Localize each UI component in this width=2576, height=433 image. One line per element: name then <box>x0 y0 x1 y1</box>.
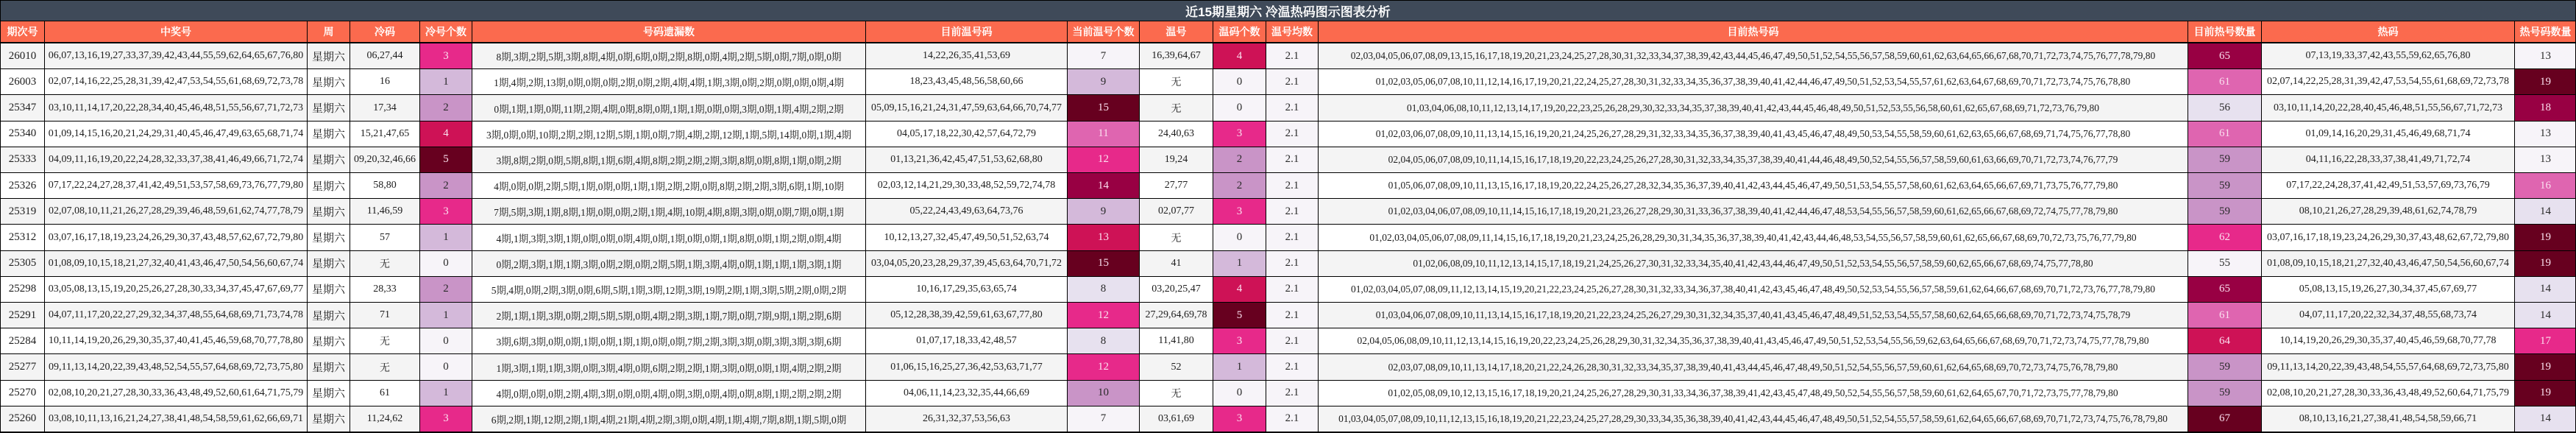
warm-code-cell: 11,41,80 <box>1140 328 1213 354</box>
hot-code-count-cell: 16 <box>2515 173 2576 199</box>
cold-count-cell: 3 <box>420 43 472 69</box>
hot-code-cell: 08,10,13,16,21,27,38,41,48,54,58,59,66,71 <box>2262 406 2515 432</box>
hot-code-cell: 07,17,22,24,28,37,41,42,49,51,53,57,69,73,76,79 <box>2262 173 2515 199</box>
weekday-cell: 星期六 <box>308 199 350 225</box>
winning-numbers-cell: 03,07,16,17,18,19,23,24,26,29,30,37,43,48,57,62,67,72,79,80 <box>45 225 308 250</box>
hot-numbers-cell: 01,02,03,05,06,07,08,10,11,12,14,16,17,19,20,21,22,24,25,27,28,30,31,32,33,34,35,36,37,38,39,40,41,42,44,46,47,49,50,51,52,53,54,55,57,61,62,63,64,67,68,69,70,71,72,73,74,75,76,78,80 <box>1319 69 2188 95</box>
column-header-warm-code-count: 温码个数 <box>1213 21 1266 42</box>
warm-code-cell: 无 <box>1140 381 1213 406</box>
hot-code-cell: 07,13,19,33,37,42,43,55,59,62,65,76,80 <box>2262 43 2515 69</box>
cold-count-cell: 2 <box>420 173 472 199</box>
hot-numbers-cell: 01,03,04,06,08,10,11,12,13,14,17,19,20,22,23,25,26,28,29,30,32,33,34,35,37,38,39,40,41,42,43,44,45,46,48,49,50,51,52,53,55,56,58,60,61,62,65,67,68,69,71,72,73,76,79,80 <box>1319 95 2188 121</box>
hot-count-cell: 61 <box>2188 303 2262 328</box>
hot-code-count-cell: 19 <box>2515 381 2576 406</box>
warm-code-count-cell: 4 <box>1213 277 1266 303</box>
weekday-cell: 星期六 <box>308 147 350 173</box>
hot-code-count-cell: 19 <box>2515 251 2576 277</box>
period-cell: 25326 <box>1 173 45 199</box>
warm-count-cell: 14 <box>1068 173 1140 199</box>
warm-count-cell: 7 <box>1068 406 1140 432</box>
warm-code-cell: 无 <box>1140 95 1213 121</box>
period-cell: 25260 <box>1 406 45 432</box>
period-cell: 25291 <box>1 303 45 328</box>
period-cell: 25312 <box>1 225 45 250</box>
hot-code-count-cell: 14 <box>2515 406 2576 432</box>
hot-code-cell: 01,09,14,16,20,29,31,45,46,49,68,71,74 <box>2262 122 2515 147</box>
hot-code-cell: 03,07,16,17,18,19,23,24,26,29,30,37,43,48,62,67,72,79,80 <box>2262 225 2515 250</box>
cold-count-cell: 1 <box>420 381 472 406</box>
column-header-hot-code-count: 热号码数量 <box>2515 21 2576 42</box>
warm-numbers-cell: 03,04,05,20,23,28,29,37,39,45,63,64,70,71,72 <box>866 251 1068 277</box>
warm-count-cell: 12 <box>1068 354 1140 380</box>
period-cell: 25333 <box>1 147 45 173</box>
warm-code-cell: 41 <box>1140 251 1213 277</box>
weekday-cell: 星期六 <box>308 354 350 380</box>
hot-code-count-cell: 19 <box>2515 354 2576 380</box>
period-cell: 25319 <box>1 199 45 225</box>
warm-numbers-cell: 01,07,17,18,33,42,48,57 <box>866 328 1068 354</box>
winning-numbers-cell: 01,09,14,15,16,20,21,24,29,31,40,45,46,47,49,63,65,68,71,74 <box>45 122 308 147</box>
cold-count-cell: 3 <box>420 199 472 225</box>
warm-code-count-cell: 1 <box>1213 251 1266 277</box>
weekday-cell: 星期六 <box>308 95 350 121</box>
omission-cell: 0期,2期,3期,1期,1期,3期,0期,2期,0期,2期,5期,1期,3期,4期,0期,1期,1期,1期,3期,1期 <box>472 251 866 277</box>
hot-code-count-cell: 13 <box>2515 147 2576 173</box>
weekday-cell: 星期六 <box>308 328 350 354</box>
winning-numbers-cell: 03,10,11,14,17,20,22,28,34,40,45,46,48,51,55,56,67,71,72,73 <box>45 95 308 121</box>
omission-cell: 3期,0期,0期,10期,2期,2期,12期,5期,1期,0期,7期,4期,2期,12期,1期,5期,14期,0期,1期,4期 <box>472 122 866 147</box>
hot-count-cell: 67 <box>2188 406 2262 432</box>
warm-count-cell: 13 <box>1068 225 1140 250</box>
hot-code-count-cell: 14 <box>2515 199 2576 225</box>
warm-count-cell: 15 <box>1068 95 1140 121</box>
table-row <box>1 173 2575 199</box>
cold-count-cell: 1 <box>420 225 472 250</box>
cold-code-cell: 58,80 <box>350 173 420 199</box>
warm-count-cell: 8 <box>1068 328 1140 354</box>
omission-cell: 3期,6期,3期,0期,0期,1期,0期,1期,1期,0期,0期,7期,2期,3期,3期,0期,3期,3期,3期,6期 <box>472 328 866 354</box>
hot-count-cell: 59 <box>2188 199 2262 225</box>
hot-numbers-cell: 01,02,03,04,06,07,08,09,10,11,14,15,16,17,18,19,20,21,23,26,27,28,29,30,31,33,36,37,38,39,40,41,42,44,46,47,48,53,54,55,56,57,58,59,60,61,62,65,66,67,68,69,72,74,75,77,78,79,80 <box>1319 199 2188 225</box>
warm-avg-cell: 2.1 <box>1266 173 1319 199</box>
warm-code-count-cell: 3 <box>1213 199 1266 225</box>
warm-numbers-cell: 14,22,26,35,41,53,69 <box>866 43 1068 69</box>
cold-count-cell: 0 <box>420 354 472 380</box>
warm-code-cell: 03,61,69 <box>1140 406 1213 432</box>
winning-numbers-cell: 09,11,13,14,20,22,39,43,48,52,54,55,57,64,68,69,72,73,75,80 <box>45 354 308 380</box>
table-row <box>1 43 2575 69</box>
warm-code-count-cell: 2 <box>1213 147 1266 173</box>
hot-code-cell: 09,11,13,14,20,22,39,43,48,54,55,57,64,68,69,72,73,75,80 <box>2262 354 2515 380</box>
warm-avg-cell: 2.1 <box>1266 303 1319 328</box>
winning-numbers-cell: 02,07,14,16,22,25,28,31,39,42,47,53,54,55,61,68,69,72,73,78 <box>45 69 308 95</box>
cold-count-cell: 2 <box>420 277 472 303</box>
hot-code-cell: 02,08,10,20,21,27,28,30,33,36,43,48,49,52,60,64,71,75,79 <box>2262 381 2515 406</box>
period-cell: 25298 <box>1 277 45 303</box>
hot-numbers-cell: 01,03,04,06,07,08,09,10,11,13,14,15,16,17,18,19,20,21,22,23,24,25,26,27,29,30,31,32,34,35,37,40,41,43,45,46,47,48,49,51,52,53,54,55,57,58,60,62,64,65,66,68,69,70,71,72,73,74,75,78,79 <box>1319 303 2188 328</box>
warm-avg-cell: 2.1 <box>1266 43 1319 69</box>
warm-code-cell: 24,40,63 <box>1140 122 1213 147</box>
warm-code-count-cell: 0 <box>1213 95 1266 121</box>
warm-avg-cell: 2.1 <box>1266 277 1319 303</box>
warm-code-cell: 03,20,25,47 <box>1140 277 1213 303</box>
cold-count-cell: 0 <box>420 328 472 354</box>
warm-code-cell: 无 <box>1140 225 1213 250</box>
omission-cell: 6期,2期,1期,12期,2期,1期,4期,21期,4期,2期,3期,0期,4期,1期,4期,7期,8期,1期,5期,0期 <box>472 406 866 432</box>
warm-count-cell: 8 <box>1068 277 1140 303</box>
warm-count-cell: 9 <box>1068 199 1140 225</box>
warm-avg-cell: 2.1 <box>1266 381 1319 406</box>
warm-numbers-cell: 10,12,13,27,32,45,47,49,50,51,52,63,74 <box>866 225 1068 250</box>
table-row <box>1 381 2575 406</box>
warm-numbers-cell: 01,06,15,16,25,27,36,42,53,63,71,77 <box>866 354 1068 380</box>
hot-count-cell: 62 <box>2188 225 2262 250</box>
column-header-warm-count: 当前温号个数 <box>1068 21 1140 42</box>
warm-numbers-cell: 18,23,43,45,48,56,58,60,66 <box>866 69 1068 95</box>
warm-code-count-cell: 5 <box>1213 303 1266 328</box>
period-cell: 26010 <box>1 43 45 69</box>
table-row <box>1 303 2575 328</box>
table-header-row <box>1 21 2575 43</box>
omission-cell: 3期,8期,2期,0期,5期,8期,1期,6期,4期,8期,2期,2期,2期,3期,8期,0期,8期,1期,0期,2期 <box>472 147 866 173</box>
hot-code-count-cell: 19 <box>2515 69 2576 95</box>
hot-numbers-cell: 01,02,05,08,09,10,12,13,15,16,17,18,19,20,21,24,25,26,27,28,29,30,31,33,34,36,37,38,39,41,42,43,45,47,48,49,50,52,54,55,56,57,58,59,60,61,62,64,65,67,70,71,72,73,75,77,78,79,80 <box>1319 381 2188 406</box>
cold-count-cell: 1 <box>420 303 472 328</box>
table-row <box>1 406 2575 432</box>
weekday-cell: 星期六 <box>308 251 350 277</box>
hot-numbers-cell: 01,03,04,05,07,08,09,10,11,12,13,15,16,18,19,20,21,22,23,24,25,27,28,29,30,33,34,35,36,38,39,40,41,42,43,44,45,46,47,48,49,50,51,52,54,55,57,58,59,61,62,64,65,66,67,68,69,70,71,72,73,74,75,76,78,79,80 <box>1319 406 2188 432</box>
cold-code-cell: 71 <box>350 303 420 328</box>
hot-code-count-cell: 13 <box>2515 122 2576 147</box>
period-cell: 25305 <box>1 251 45 277</box>
hot-code-cell: 05,08,13,15,19,26,27,30,34,37,45,67,69,77 <box>2262 277 2515 303</box>
hot-code-cell: 04,11,16,22,28,33,37,38,41,49,71,72,74 <box>2262 147 2515 173</box>
table-row <box>1 251 2575 277</box>
cold-count-cell: 3 <box>420 406 472 432</box>
warm-avg-cell: 2.1 <box>1266 328 1319 354</box>
winning-numbers-cell: 04,09,11,16,19,20,22,24,28,32,33,37,38,41,46,49,66,71,72,74 <box>45 147 308 173</box>
cold-code-cell: 16 <box>350 69 420 95</box>
column-header-warm-code: 温号 <box>1140 21 1213 42</box>
hot-count-cell: 59 <box>2188 147 2262 173</box>
hot-count-cell: 65 <box>2188 277 2262 303</box>
omission-cell: 8期,3期,2期,5期,3期,8期,4期,0期,6期,0期,2期,8期,0期,4期,2期,5期,0期,7期,0期,0期 <box>472 43 866 69</box>
weekday-cell: 星期六 <box>308 173 350 199</box>
warm-count-cell: 12 <box>1068 303 1140 328</box>
warm-count-cell: 11 <box>1068 122 1140 147</box>
hot-numbers-cell: 02,04,05,06,08,09,10,11,12,13,14,15,16,19,20,22,23,24,25,26,28,29,30,31,32,34,35,36,37,38,39,40,41,43,45,46,47,49,50,51,52,53,54,55,56,59,62,63,64,65,66,67,68,69,70,71,72,73,74,75,77,78,79,80 <box>1319 328 2188 354</box>
warm-count-cell: 9 <box>1068 69 1140 95</box>
warm-numbers-cell: 05,09,15,16,21,24,31,47,59,63,64,66,70,74,77 <box>866 95 1068 121</box>
warm-code-cell: 19,24 <box>1140 147 1213 173</box>
table-row <box>1 225 2575 250</box>
winning-numbers-cell: 06,07,13,16,19,27,33,37,39,42,43,44,55,59,62,64,65,67,76,80 <box>45 43 308 69</box>
hot-numbers-cell: 01,02,03,06,07,08,09,10,11,13,14,15,16,19,20,21,24,25,26,27,28,29,31,32,33,34,35,36,37,38,39,40,41,43,45,46,47,48,49,50,53,54,55,58,59,60,61,62,63,65,66,67,68,69,71,74,75,76,77,78,80 <box>1319 122 2188 147</box>
warm-numbers-cell: 04,05,17,18,22,30,42,57,64,72,79 <box>866 122 1068 147</box>
winning-numbers-cell: 03,08,10,11,13,16,21,24,27,38,41,48,54,58,59,61,62,66,69,71 <box>45 406 308 432</box>
winning-numbers-cell: 03,05,08,13,15,19,20,25,26,27,28,30,33,34,37,45,47,67,69,77 <box>45 277 308 303</box>
hot-code-count-cell: 17 <box>2515 328 2576 354</box>
hot-count-cell: 59 <box>2188 354 2262 380</box>
period-cell: 25340 <box>1 122 45 147</box>
omission-cell: 4期,0期,0期,2期,5期,1期,0期,0期,1期,1期,2期,2期,0期,8期,2期,2期,3期,6期,1期,10期 <box>472 173 866 199</box>
table-row <box>1 69 2575 95</box>
omission-cell: 0期,1期,1期,0期,11期,2期,4期,0期,8期,0期,1期,1期,0期,0期,3期,0期,1期,4期,2期,2期 <box>472 95 866 121</box>
cold-count-cell: 0 <box>420 251 472 277</box>
weekday-cell: 星期六 <box>308 122 350 147</box>
hot-numbers-cell: 02,03,04,05,06,07,08,09,13,15,16,17,18,19,20,21,23,24,25,27,28,30,31,32,33,34,37,38,39,42,43,44,45,46,47,49,50,51,52,54,55,56,57,58,59,60,61,62,63,64,65,66,67,68,70,71,72,73,74,75,76,77,78,79,80 <box>1319 43 2188 69</box>
cold-code-cell: 17,34 <box>350 95 420 121</box>
table-row <box>1 328 2575 354</box>
hot-numbers-cell: 01,02,03,04,05,06,07,08,09,11,14,15,16,17,18,19,20,21,23,24,25,26,28,29,30,31,34,35,36,37,38,39,40,41,42,43,44,46,48,53,54,55,56,57,58,59,60,61,62,65,66,67,68,69,70,72,73,75,76,77,79,80 <box>1319 225 2188 250</box>
page-title: 近15期星期六 冷温热码图示图表分析 <box>1185 5 1391 19</box>
warm-avg-cell: 2.1 <box>1266 122 1319 147</box>
column-header-hot-count: 目前热号数量 <box>2188 21 2262 42</box>
hot-code-cell: 08,10,21,26,27,28,29,39,48,61,62,74,78,79 <box>2262 199 2515 225</box>
winning-numbers-cell: 10,11,14,19,20,26,29,30,35,37,40,41,45,46,59,68,70,77,78,80 <box>45 328 308 354</box>
warm-numbers-cell: 05,12,28,38,39,42,59,61,63,67,77,80 <box>866 303 1068 328</box>
warm-numbers-cell: 10,16,17,29,35,63,65,74 <box>866 277 1068 303</box>
column-header-weekday: 周 <box>308 21 350 42</box>
hot-count-cell: 61 <box>2188 122 2262 147</box>
hot-count-cell: 55 <box>2188 251 2262 277</box>
cold-code-cell: 11,24,62 <box>350 406 420 432</box>
cold-code-cell: 11,46,59 <box>350 199 420 225</box>
warm-code-count-cell: 3 <box>1213 122 1266 147</box>
warm-code-count-cell: 4 <box>1213 43 1266 69</box>
hot-code-cell: 04,07,11,17,20,22,32,34,37,48,55,68,73,74 <box>2262 303 2515 328</box>
table-body <box>1 43 2575 432</box>
warm-avg-cell: 2.1 <box>1266 95 1319 121</box>
warm-numbers-cell: 02,03,12,14,21,29,30,33,48,52,59,72,74,78 <box>866 173 1068 199</box>
hot-code-cell: 01,08,09,10,15,18,21,27,32,40,43,46,47,50,54,56,60,67,74 <box>2262 251 2515 277</box>
warm-code-cell: 16,39,64,67 <box>1140 43 1213 69</box>
hot-code-cell: 02,07,14,22,25,28,31,39,42,47,53,54,55,61,68,69,72,73,78 <box>2262 69 2515 95</box>
cold-code-cell: 06,27,44 <box>350 43 420 69</box>
warm-code-cell: 52 <box>1140 354 1213 380</box>
warm-code-count-cell: 2 <box>1213 173 1266 199</box>
warm-code-count-cell: 3 <box>1213 406 1266 432</box>
cold-code-cell: 57 <box>350 225 420 250</box>
column-header-cold-code: 冷码 <box>350 21 420 42</box>
cold-count-cell: 4 <box>420 122 472 147</box>
weekday-cell: 星期六 <box>308 69 350 95</box>
weekday-cell: 星期六 <box>308 381 350 406</box>
hot-numbers-cell: 02,03,07,08,09,10,11,13,14,17,18,20,21,22,24,26,28,30,31,32,33,34,35,37,38,39,40,41,43,44,45,46,47,48,49,50,51,52,54,55,56,57,59,60,61,62,64,65,68,69,70,72,73,74,75,76,78,79,80 <box>1319 354 2188 380</box>
hot-count-cell: 56 <box>2188 95 2262 121</box>
column-header-warm-numbers: 目前温号码 <box>866 21 1068 42</box>
omission-cell: 1期,3期,1期,1期,3期,0期,3期,4期,0期,6期,2期,2期,1期,3期,0期,0期,1期,4期,2期,2期 <box>472 354 866 380</box>
warm-code-count-cell: 0 <box>1213 225 1266 250</box>
warm-code-cell: 27,77 <box>1140 173 1213 199</box>
cold-code-cell: 无 <box>350 251 420 277</box>
weekday-cell: 星期六 <box>308 303 350 328</box>
warm-avg-cell: 2.1 <box>1266 354 1319 380</box>
warm-avg-cell: 2.1 <box>1266 251 1319 277</box>
omission-cell: 4期,1期,3期,3期,1期,0期,0期,0期,4期,0期,1期,0期,0期,1期,8期,0期,1期,2期,0期,4期 <box>472 225 866 250</box>
warm-numbers-cell: 04,06,11,14,23,32,35,44,66,69 <box>866 381 1068 406</box>
omission-cell: 4期,0期,0期,0期,2期,4期,3期,0期,0期,4期,0期,3期,0期,4期,0期,8期,1期,2期,2期,2期 <box>472 381 866 406</box>
hot-numbers-cell: 02,04,05,06,07,08,09,10,11,14,15,16,17,18,19,20,22,23,24,25,26,27,28,30,31,32,33,34,35,37,38,39,40,41,44,46,48,49,50,52,54,55,56,57,58,59,60,61,63,66,69,70,71,72,73,74,76,77,79 <box>1319 147 2188 173</box>
warm-avg-cell: 2.1 <box>1266 225 1319 250</box>
table-row <box>1 277 2575 303</box>
cold-count-cell: 5 <box>420 147 472 173</box>
warm-avg-cell: 2.1 <box>1266 406 1319 432</box>
warm-count-cell: 12 <box>1068 147 1140 173</box>
column-header-hot-numbers: 目前热号码 <box>1319 21 2188 42</box>
table-row <box>1 199 2575 225</box>
cold-code-cell: 15,21,47,65 <box>350 122 420 147</box>
warm-count-cell: 10 <box>1068 381 1140 406</box>
hot-code-count-cell: 18 <box>2515 95 2576 121</box>
warm-code-cell: 27,29,64,69,78 <box>1140 303 1213 328</box>
warm-count-cell: 15 <box>1068 251 1140 277</box>
warm-code-count-cell: 3 <box>1213 328 1266 354</box>
hot-count-cell: 65 <box>2188 43 2262 69</box>
column-header-cold-count: 冷号个数 <box>420 21 472 42</box>
warm-numbers-cell: 26,31,32,37,53,56,63 <box>866 406 1068 432</box>
hot-numbers-cell: 01,02,06,08,09,10,11,12,13,14,15,17,18,19,21,24,25,26,27,30,31,32,33,34,35,40,41,42,43,44,46,47,49,50,51,52,53,54,55,56,57,58,59,60,62,65,66,67,68,69,74,75,77,78,80 <box>1319 251 2188 277</box>
winning-numbers-cell: 04,07,11,17,20,22,27,29,32,34,37,48,55,64,68,69,71,73,74,78 <box>45 303 308 328</box>
cold-code-cell: 61 <box>350 381 420 406</box>
hot-numbers-cell: 01,05,06,07,08,09,10,11,13,15,16,17,18,19,20,22,24,25,26,27,28,32,34,35,36,37,39,40,41,42,43,44,45,46,47,49,50,51,53,54,55,57,58,60,61,62,63,64,65,66,67,69,71,73,75,76,77,79,80 <box>1319 173 2188 199</box>
warm-code-count-cell: 0 <box>1213 69 1266 95</box>
hot-count-cell: 59 <box>2188 381 2262 406</box>
hot-code-count-cell: 19 <box>2515 225 2576 250</box>
cold-code-cell: 28,33 <box>350 277 420 303</box>
weekday-cell: 星期六 <box>308 43 350 69</box>
hot-count-cell: 59 <box>2188 173 2262 199</box>
period-cell: 25270 <box>1 381 45 406</box>
weekday-cell: 星期六 <box>308 277 350 303</box>
warm-code-count-cell: 1 <box>1213 354 1266 380</box>
cold-code-cell: 无 <box>350 328 420 354</box>
warm-code-cell: 02,07,77 <box>1140 199 1213 225</box>
hot-code-count-cell: 13 <box>2515 43 2576 69</box>
period-cell: 25277 <box>1 354 45 380</box>
winning-numbers-cell: 02,07,08,10,11,21,26,27,28,29,39,46,48,59,61,62,74,77,78,79 <box>45 199 308 225</box>
omission-cell: 1期,4期,2期,13期,0期,0期,0期,2期,0期,2期,4期,4期,1期,3期,0期,2期,0期,0期,0期,4期 <box>472 69 866 95</box>
period-cell: 25284 <box>1 328 45 354</box>
hot-code-cell: 03,10,11,14,20,22,28,40,45,46,48,51,55,56,67,71,72,73 <box>2262 95 2515 121</box>
warm-avg-cell: 2.1 <box>1266 69 1319 95</box>
period-cell: 25347 <box>1 95 45 121</box>
hot-code-cell: 10,14,19,20,26,29,30,35,37,40,45,46,59,68,70,77,78 <box>2262 328 2515 354</box>
omission-cell: 2期,1期,1期,3期,0期,2期,5期,5期,0期,4期,2期,3期,1期,7期,0期,7期,9期,1期,2期,6期 <box>472 303 866 328</box>
warm-avg-cell: 2.1 <box>1266 199 1319 225</box>
warm-code-cell: 无 <box>1140 69 1213 95</box>
column-header-hot-code: 热码 <box>2262 21 2515 42</box>
column-header-warm-avg: 温号均数 <box>1266 21 1319 42</box>
hot-numbers-cell: 01,02,03,04,05,07,08,09,11,12,13,14,15,19,20,21,22,23,24,25,26,27,28,30,31,32,33,34,36,37,38,40,41,42,43,45,46,47,48,49,50,52,53,54,55,56,57,58,59,61,62,64,66,67,68,69,70,71,72,73,76,77,78,79,80 <box>1319 277 2188 303</box>
cold-code-cell: 09,20,32,46,66 <box>350 147 420 173</box>
omission-cell: 5期,4期,0期,2期,3期,0期,6期,5期,1期,3期,12期,3期,19期,2期,1期,3期,5期,2期,0期,2期 <box>472 277 866 303</box>
period-cell: 26003 <box>1 69 45 95</box>
hot-code-count-cell: 14 <box>2515 277 2576 303</box>
warm-code-count-cell: 0 <box>1213 381 1266 406</box>
column-header-winning-numbers: 中奖号 <box>45 21 308 42</box>
title-bar <box>1 1 2575 21</box>
warm-count-cell: 7 <box>1068 43 1140 69</box>
hot-count-cell: 61 <box>2188 69 2262 95</box>
hot-count-cell: 64 <box>2188 328 2262 354</box>
table-row <box>1 354 2575 380</box>
cold-count-cell: 2 <box>420 95 472 121</box>
cold-code-cell: 无 <box>350 354 420 380</box>
warm-avg-cell: 2.1 <box>1266 147 1319 173</box>
column-header-omission: 号码遗漏数 <box>472 21 866 42</box>
table-row <box>1 95 2575 121</box>
hot-code-count-cell: 14 <box>2515 303 2576 328</box>
weekday-cell: 星期六 <box>308 406 350 432</box>
column-header-period: 期次号 <box>1 21 45 42</box>
weekday-cell: 星期六 <box>308 225 350 250</box>
cold-count-cell: 1 <box>420 69 472 95</box>
warm-numbers-cell: 01,13,21,36,42,45,47,51,53,62,68,80 <box>866 147 1068 173</box>
winning-numbers-cell: 07,17,22,24,27,28,37,41,42,49,51,53,57,58,69,73,76,77,79,80 <box>45 173 308 199</box>
winning-numbers-cell: 02,08,10,20,21,27,28,30,33,36,43,48,49,52,60,61,64,71,75,79 <box>45 381 308 406</box>
table-row <box>1 122 2575 147</box>
winning-numbers-cell: 01,08,09,10,15,18,21,27,32,40,41,43,46,47,50,54,56,60,67,74 <box>45 251 308 277</box>
omission-cell: 7期,5期,3期,1期,8期,1期,0期,0期,2期,1期,4期,10期,4期,8期,3期,0期,0期,7期,0期,1期 <box>472 199 866 225</box>
table-row <box>1 147 2575 173</box>
warm-numbers-cell: 05,22,24,43,49,63,64,73,76 <box>866 199 1068 225</box>
